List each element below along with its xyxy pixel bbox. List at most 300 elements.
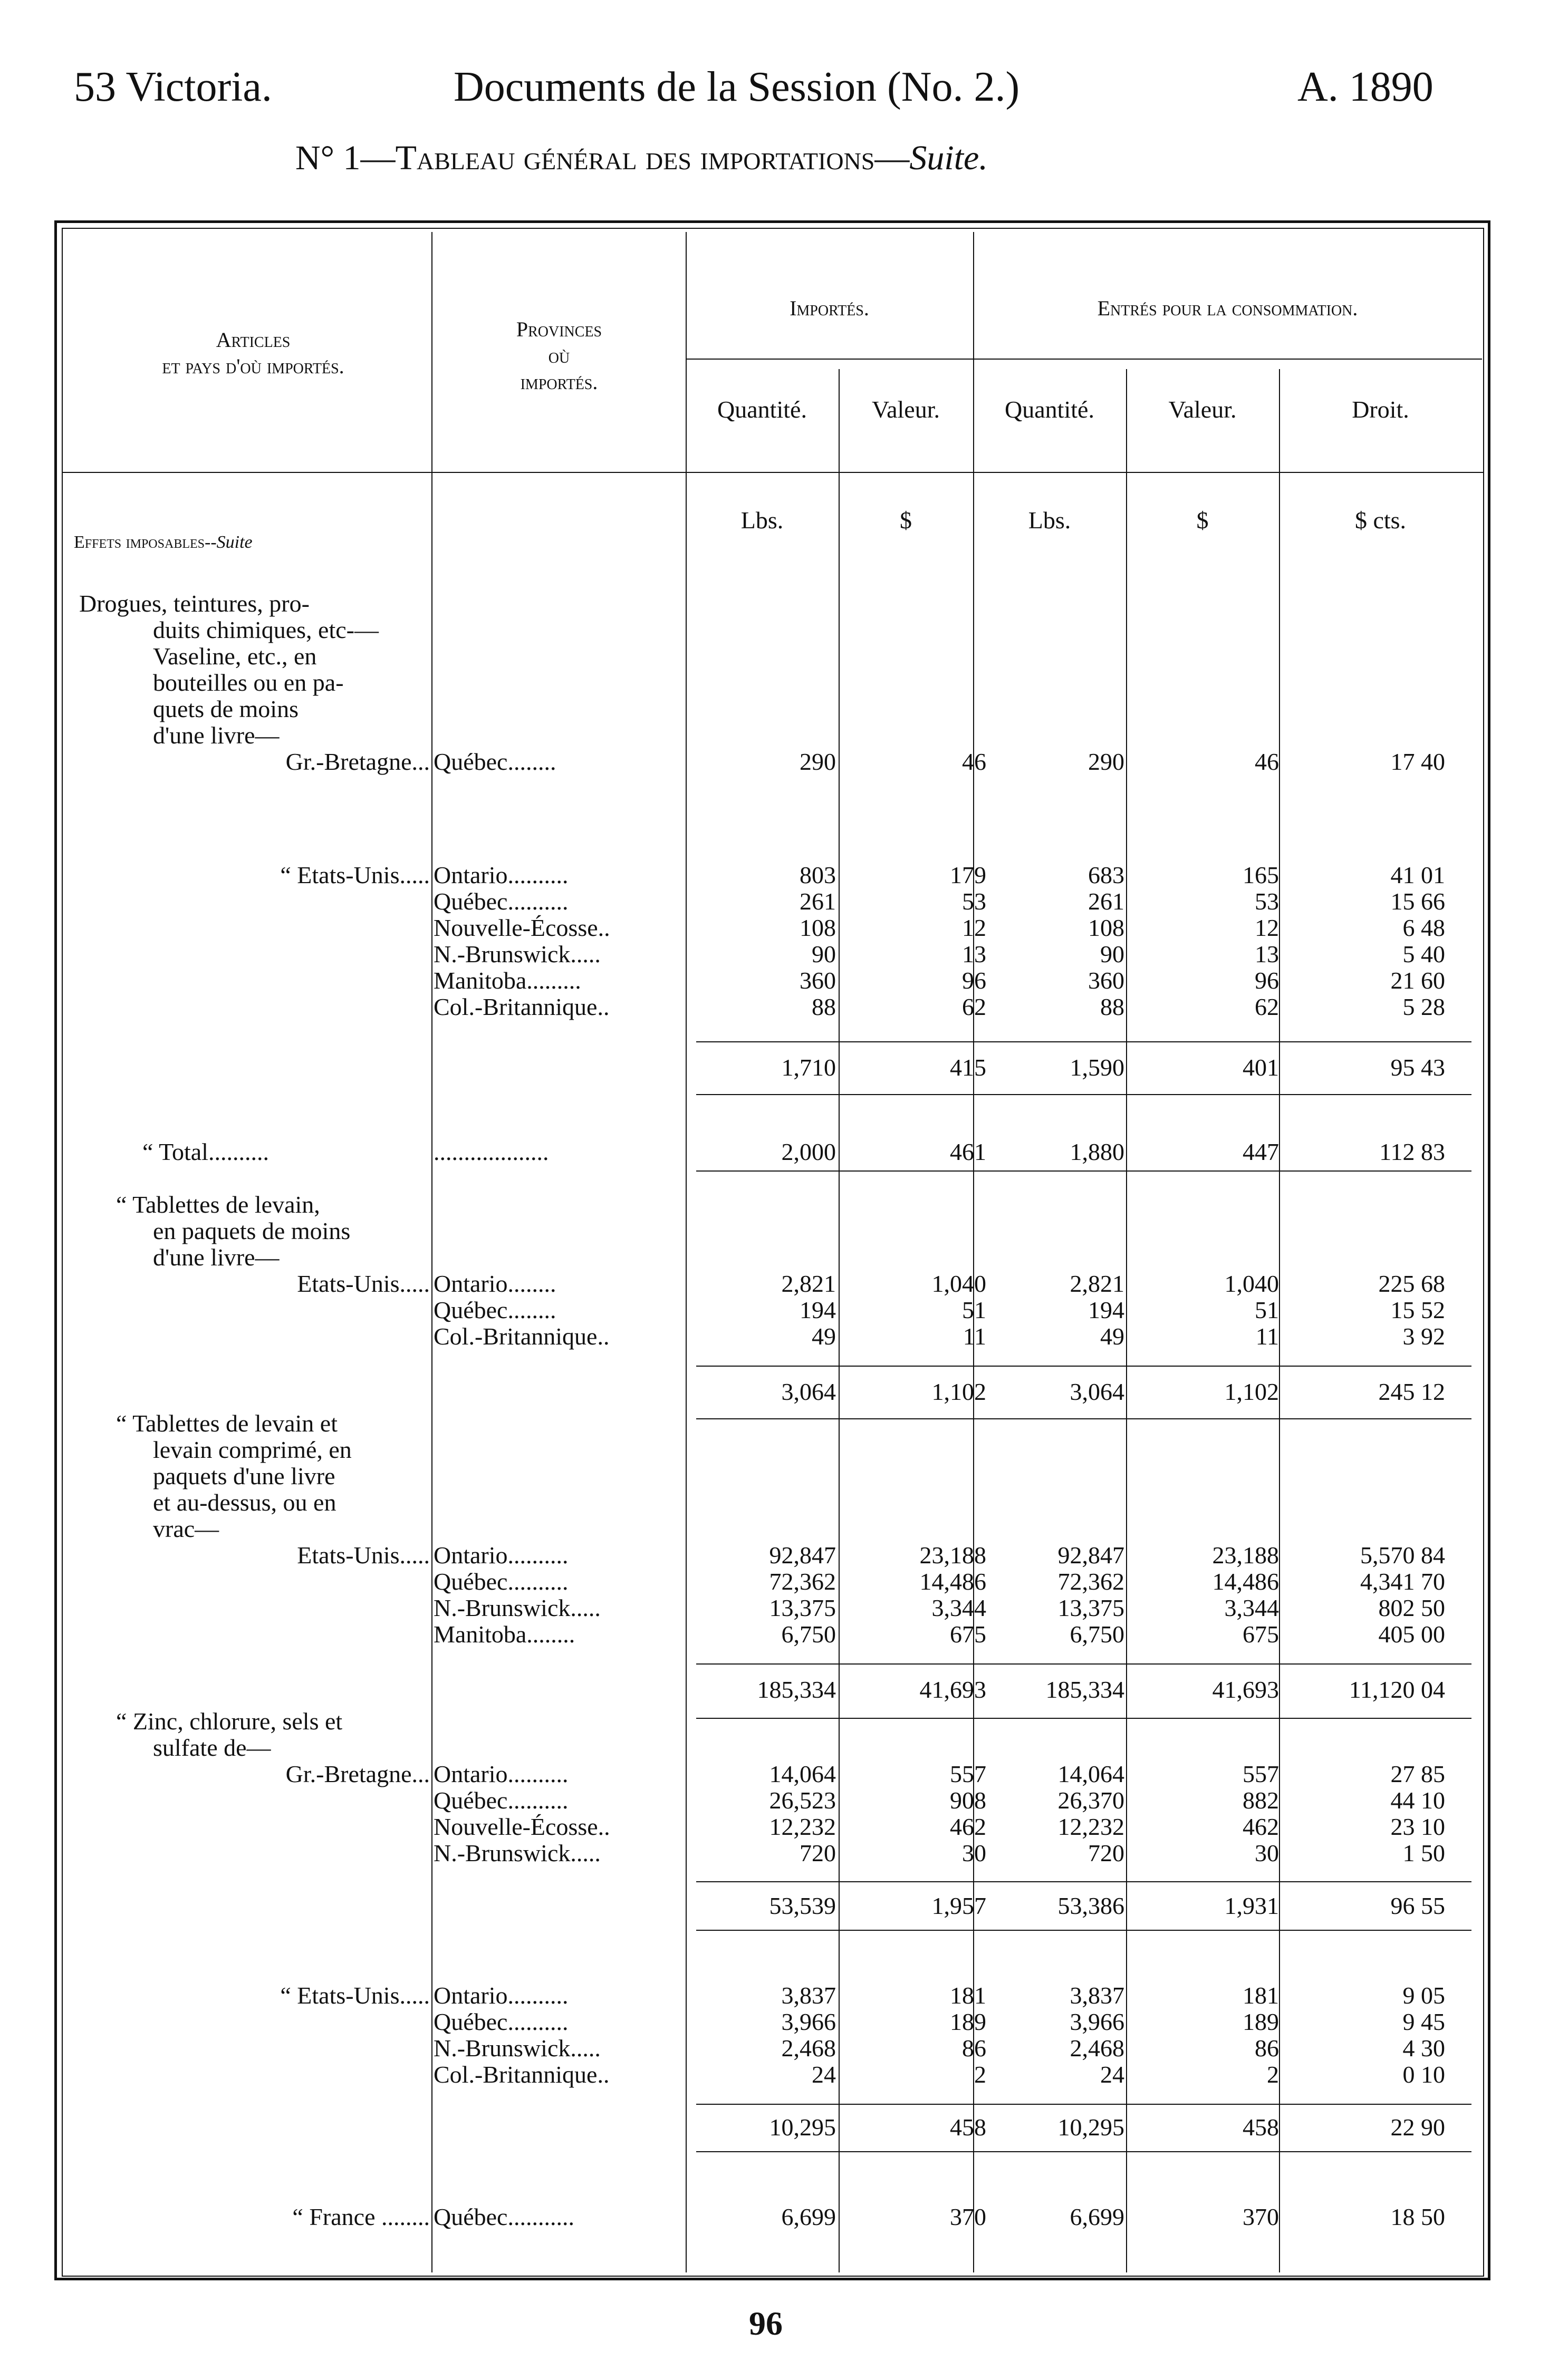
article-levain-comprime <box>79 1410 430 1569</box>
article-line: vrac— <box>153 1515 219 1542</box>
cell: 1,710 <box>781 1054 836 1081</box>
cell: 370 <box>950 2203 986 2230</box>
cell: 5 40 <box>1402 941 1445 968</box>
cell: 26,370 <box>1057 1787 1124 1814</box>
value-imported-g7 <box>844 2204 986 2230</box>
cell: 12 <box>962 914 986 941</box>
article-country: “ France ........ <box>292 2203 430 2230</box>
article-line: Drogues, teintures, pro- <box>79 590 310 617</box>
cell: 51 <box>1255 1297 1279 1323</box>
qty-imported-g1 <box>686 862 836 1020</box>
subtotal-rule-g4 <box>696 1663 1471 1665</box>
cell: 1,880 <box>1070 1138 1124 1165</box>
cell: 92,847 <box>769 1542 836 1569</box>
qty-consumed-g2 <box>992 1139 1124 1165</box>
provinces-g2 <box>434 1139 687 1165</box>
cell: 3,344 <box>931 1594 986 1621</box>
cell: 290 <box>1088 748 1124 775</box>
article-line: bouteilles ou en pa- <box>153 669 344 696</box>
col-header-imported: Importés. <box>790 296 869 320</box>
cell: 26,523 <box>769 1787 836 1814</box>
cell: 675 <box>1243 1621 1279 1648</box>
subtotal-value-consumed-g4 <box>1129 1677 1279 1703</box>
duty-g2 <box>1287 1139 1445 1165</box>
cell: 4 30 <box>1402 2035 1445 2062</box>
province-cell: Manitoba........ <box>434 1621 575 1648</box>
cell: 90 <box>812 941 836 968</box>
province-cell: Nouvelle-Écosse.. <box>434 915 610 941</box>
value-imported-g5 <box>844 1761 986 1866</box>
article-line: “ Tablettes de levain, <box>116 1191 320 1218</box>
cell: 245 12 <box>1378 1378 1445 1405</box>
article-line: “ Tablettes de levain et <box>116 1410 338 1437</box>
provinces-g1 <box>434 862 687 1020</box>
cell: 1 50 <box>1402 1840 1445 1866</box>
title-suffix: Suite. <box>909 139 988 177</box>
value-imported-g6 <box>844 1982 986 2088</box>
subhead-duty: Droit. <box>1352 396 1409 423</box>
cell: 49 <box>812 1323 836 1350</box>
cell: 3,966 <box>1070 2008 1124 2035</box>
cell: 86 <box>1255 2035 1279 2062</box>
subtotal-value-imported-g1 <box>844 1054 986 1081</box>
cell: 181 <box>950 1982 986 2009</box>
cell: 165 <box>1243 862 1279 888</box>
article-line: duits chimiques, etc-— <box>153 616 379 643</box>
article-country: “ Etats-Unis..... <box>280 1982 430 2009</box>
cell: 92,847 <box>1057 1542 1124 1569</box>
value-consumed-g4 <box>1129 1542 1279 1648</box>
cell: 44 10 <box>1390 1787 1445 1814</box>
subtotal-duty-g3 <box>1287 1379 1445 1405</box>
article-zinc <box>79 1708 430 1787</box>
article-line: d'une livre— <box>153 722 280 749</box>
cell: 112 83 <box>1379 1138 1445 1165</box>
article-total <box>79 1139 430 1165</box>
value-imported-g1 <box>844 862 986 1020</box>
province-cell: N.-Brunswick..... <box>434 1840 601 1866</box>
article-etats-unis-2 <box>79 1982 430 2009</box>
province-cell: Col.-Britannique.. <box>434 1323 610 1350</box>
duty-g4 <box>1287 1542 1445 1648</box>
cell: 683 <box>1088 862 1124 888</box>
province-cell: Québec.......... <box>434 2009 569 2035</box>
unit-value-imported: $ <box>900 507 912 534</box>
cell: 46 <box>1255 748 1279 775</box>
duty-g7 <box>1287 2204 1445 2230</box>
col-sep-value2 <box>1126 369 1127 2272</box>
article-country: Etats-Unis..... <box>297 1270 430 1297</box>
province-cell: N.-Brunswick..... <box>434 941 601 968</box>
subtotal-qty-imported-g6 <box>686 2114 836 2141</box>
article-line: levain comprimé, en <box>153 1436 352 1463</box>
unit-duty: $ cts. <box>1354 507 1407 534</box>
cell: 1,040 <box>931 1270 986 1297</box>
cell: 53 <box>1255 888 1279 915</box>
cell: 675 <box>950 1621 986 1648</box>
cell: 3,837 <box>781 1982 836 2009</box>
cell: 189 <box>950 2008 986 2035</box>
subtotal-rule-g1 <box>696 1041 1471 1042</box>
subtotal-duty-g5 <box>1287 1893 1445 1919</box>
subtotal-rule-g3-bottom <box>696 1418 1471 1419</box>
cell: 108 <box>1088 914 1124 941</box>
article-line: paquets d'une livre <box>153 1463 335 1489</box>
cell: 30 <box>962 1840 986 1866</box>
subtotal-rule-g6 <box>696 2104 1471 2105</box>
cell: 11 <box>963 1323 986 1350</box>
value-imported-g4 <box>844 1542 986 1648</box>
subtotal-value-consumed-g3 <box>1129 1379 1279 1405</box>
qty-imported-g3 <box>686 1271 836 1350</box>
cell: 185,334 <box>757 1676 836 1703</box>
col-header-articles <box>79 327 427 380</box>
cell: 14,486 <box>1212 1568 1279 1595</box>
cell: 360 <box>800 967 836 994</box>
cell: 10,295 <box>769 2114 836 2141</box>
col-header-provinces-line1: Provinces <box>516 317 602 341</box>
provinces-g3 <box>434 1271 687 1350</box>
section-label-suffix: Suite <box>216 533 253 552</box>
cell: 2 <box>1267 2061 1279 2088</box>
cell: 3,344 <box>1224 1594 1279 1621</box>
duty-g0 <box>1287 749 1445 775</box>
subtotal-rule-g6-bottom <box>696 2151 1471 2152</box>
cell: 41,693 <box>1212 1676 1279 1703</box>
province-cell: Manitoba......... <box>434 968 581 994</box>
province-cell: Québec.......... <box>434 888 569 915</box>
cell: 13 <box>1255 941 1279 968</box>
cell: 15 52 <box>1390 1297 1445 1323</box>
cell: 4,341 70 <box>1360 1568 1445 1595</box>
province-cell: Québec........ <box>434 1297 556 1323</box>
title-main: Tableau général des importations— <box>395 139 910 177</box>
subtotal-value-consumed-g5 <box>1129 1893 1279 1919</box>
cell: 6,750 <box>781 1621 836 1648</box>
qty-imported-g0 <box>686 749 836 775</box>
cell: 3,837 <box>1070 1982 1124 2009</box>
cell: 17 40 <box>1390 748 1445 775</box>
col-sep-value1 <box>839 369 840 2272</box>
subtotal-qty-imported-g1 <box>686 1054 836 1081</box>
page-number: 96 <box>749 2305 783 2342</box>
cell: 458 <box>950 2114 986 2141</box>
title-prefix: N° 1— <box>295 139 396 177</box>
header-subrule <box>686 359 1482 360</box>
subtotal-value-imported-g4 <box>844 1677 986 1703</box>
cell: 458 <box>1243 2114 1279 2141</box>
cell: 23 10 <box>1390 1813 1445 1840</box>
cell: 189 <box>1243 2008 1279 2035</box>
subtotal-rule-g3 <box>696 1366 1471 1367</box>
article-line: quets de moins <box>153 695 299 722</box>
col-sep-duty <box>1279 369 1280 2272</box>
cell: 179 <box>950 862 986 888</box>
cell: 1,931 <box>1224 1892 1279 1919</box>
col-sep-provinces <box>431 232 432 2272</box>
cell: 14,064 <box>769 1760 836 1787</box>
cell: 23,188 <box>919 1542 986 1569</box>
subtotal-rule-g4-bottom <box>696 1718 1471 1719</box>
section-label <box>74 533 253 553</box>
province-cell: Québec.......... <box>434 1787 569 1814</box>
cell: 185,334 <box>1045 1676 1124 1703</box>
cell: 96 <box>1255 967 1279 994</box>
cell: 462 <box>1243 1813 1279 1840</box>
cell: 2,821 <box>1070 1270 1124 1297</box>
cell: 13,375 <box>769 1594 836 1621</box>
provinces-g5 <box>434 1761 687 1866</box>
province-cell: Québec........... <box>434 2204 574 2230</box>
col-sep-imported <box>686 232 687 2272</box>
cell: 62 <box>1255 993 1279 1020</box>
cell: 24 <box>1100 2061 1124 2088</box>
cell: 3,064 <box>781 1378 836 1405</box>
article-country: Gr.-Bretagne... <box>285 748 430 775</box>
cell: 10,295 <box>1057 2114 1124 2141</box>
cell: 1,957 <box>931 1892 986 1919</box>
cell: 2,000 <box>781 1138 836 1165</box>
subtotal-value-imported-g6 <box>844 2114 986 2141</box>
subtotal-value-imported-g5 <box>844 1893 986 1919</box>
value-consumed-g3 <box>1129 1271 1279 1350</box>
col-header-provinces-line2: où <box>548 344 570 367</box>
province-cell: Col.-Britannique.. <box>434 994 610 1020</box>
cell: 261 <box>1088 888 1124 915</box>
cell: 62 <box>962 993 986 1020</box>
col-header-consumption: Entrés pour la consommation. <box>1097 296 1358 320</box>
unit-qty-consumed: Lbs. <box>1028 507 1071 534</box>
cell: 6,750 <box>1070 1621 1124 1648</box>
province-cell: N.-Brunswick..... <box>434 1595 601 1621</box>
cell: 96 55 <box>1390 1892 1445 1919</box>
cell: 12,232 <box>1057 1813 1124 1840</box>
col-header-provinces <box>434 316 685 395</box>
qty-imported-g5 <box>686 1761 836 1866</box>
duty-g6 <box>1287 1982 1445 2088</box>
province-cell: Col.-Britannique.. <box>434 2062 610 2088</box>
cell: 86 <box>962 2035 986 2062</box>
subhead-qty-imported: Quantité. <box>717 396 807 423</box>
cell: 27 85 <box>1390 1760 1445 1787</box>
cell: 53,539 <box>769 1892 836 1919</box>
province-cell: Nouvelle-Écosse.. <box>434 1814 610 1840</box>
qty-consumed-g0 <box>992 749 1124 775</box>
subtotal-value-imported-g3 <box>844 1379 986 1405</box>
cell: 49 <box>1100 1323 1124 1350</box>
col-header-articles-line2: et pays d'où importés. <box>162 354 344 378</box>
unit-value-consumed: $ <box>1196 507 1209 534</box>
subtotal-duty-g6 <box>1287 2114 1445 2141</box>
cell: 21 60 <box>1390 967 1445 994</box>
cell: 882 <box>1243 1787 1279 1814</box>
cell: 13,375 <box>1057 1594 1124 1621</box>
article-line: “ Zinc, chlorure, sels et <box>116 1708 343 1735</box>
cell: 2,468 <box>1070 2035 1124 2062</box>
cell: 405 00 <box>1378 1621 1445 1648</box>
article-total-label: “ Total.......... <box>142 1138 269 1165</box>
value-consumed-g5 <box>1129 1761 1279 1866</box>
province-cell: ................... <box>434 1139 549 1165</box>
subtotal-rule-g1-bottom <box>696 1094 1471 1095</box>
cell: 53,386 <box>1057 1892 1124 1919</box>
cell: 225 68 <box>1378 1270 1445 1297</box>
article-country: Gr.-Bretagne... <box>285 1760 430 1787</box>
col-header-provinces-line3: importés. <box>520 370 598 394</box>
cell: 41 01 <box>1390 862 1445 888</box>
cell: 12,232 <box>769 1813 836 1840</box>
value-consumed-g6 <box>1129 1982 1279 2088</box>
subhead-value-imported: Valeur. <box>871 396 940 423</box>
subtotal-qty-imported-g5 <box>686 1893 836 1919</box>
cell: 3,064 <box>1070 1378 1124 1405</box>
cell: 51 <box>962 1297 986 1323</box>
cell: 11,120 04 <box>1349 1676 1445 1703</box>
header-center: Documents de la Session (No. 2.) <box>454 64 1020 110</box>
subtotal-duty-g1 <box>1287 1054 1445 1081</box>
cell: 261 <box>800 888 836 915</box>
provinces-g7 <box>434 2204 687 2230</box>
cell: 5,570 84 <box>1360 1542 1445 1569</box>
qty-consumed-g4 <box>992 1542 1124 1648</box>
cell: 802 50 <box>1378 1594 1445 1621</box>
article-line: d'une livre— <box>153 1244 280 1271</box>
provinces-g6 <box>434 1982 687 2088</box>
unit-qty-imported: Lbs. <box>740 507 784 534</box>
province-cell: Ontario.......... <box>434 1761 569 1787</box>
cell: 6 48 <box>1402 914 1445 941</box>
cell: 360 <box>1088 967 1124 994</box>
subtotal-qty-consumed-g4 <box>992 1677 1124 1703</box>
value-consumed-g1 <box>1129 862 1279 1020</box>
article-line: sulfate de— <box>153 1734 271 1761</box>
cell: 13 <box>962 941 986 968</box>
cell: 9 05 <box>1402 1982 1445 2009</box>
cell: 290 <box>800 748 836 775</box>
subtotal-qty-consumed-g5 <box>992 1893 1124 1919</box>
cell: 0 10 <box>1402 2061 1445 2088</box>
cell: 557 <box>950 1760 986 1787</box>
header-left: 53 Victoria. <box>74 64 272 110</box>
cell: 1,102 <box>1224 1378 1279 1405</box>
cell: 11 <box>1255 1323 1279 1350</box>
col-sep-consumption <box>973 232 974 2272</box>
cell: 462 <box>950 1813 986 1840</box>
cell: 461 <box>950 1138 986 1165</box>
cell: 24 <box>812 2061 836 2088</box>
col-header-articles-line1: Articles <box>216 328 291 352</box>
provinces-g4 <box>434 1542 687 1648</box>
subtotal-value-consumed-g1 <box>1129 1054 1279 1081</box>
duty-g3 <box>1287 1271 1445 1350</box>
cell: 9 45 <box>1402 2008 1445 2035</box>
article-country: Etats-Unis..... <box>297 1542 430 1569</box>
duty-g5 <box>1287 1761 1445 1866</box>
cell: 14,486 <box>919 1568 986 1595</box>
cell: 2,468 <box>781 2035 836 2062</box>
cell: 96 <box>962 967 986 994</box>
cell: 88 <box>1100 993 1124 1020</box>
cell: 41,693 <box>919 1676 986 1703</box>
cell: 194 <box>800 1297 836 1323</box>
cell: 90 <box>1100 941 1124 968</box>
cell: 194 <box>1088 1297 1124 1323</box>
qty-imported-g2 <box>686 1139 836 1165</box>
cell: 401 <box>1243 1054 1279 1081</box>
province-cell: Québec........ <box>434 749 556 775</box>
cell: 46 <box>962 748 986 775</box>
cell: 1,590 <box>1070 1054 1124 1081</box>
subtotal-qty-consumed-g6 <box>992 2114 1124 2141</box>
cell: 30 <box>1255 1840 1279 1866</box>
article-country: “ Etats-Unis..... <box>280 862 430 888</box>
total-rule <box>696 1170 1471 1172</box>
subtotal-qty-consumed-g1 <box>992 1054 1124 1081</box>
value-imported-g0 <box>844 749 986 775</box>
cell: 22 90 <box>1390 2114 1445 2141</box>
cell: 108 <box>800 914 836 941</box>
cell: 181 <box>1243 1982 1279 2009</box>
table-title <box>295 138 988 178</box>
cell: 447 <box>1243 1138 1279 1165</box>
cell: 5 28 <box>1402 993 1445 1020</box>
value-consumed-g7 <box>1129 2204 1279 2230</box>
cell: 12 <box>1255 914 1279 941</box>
header-right: A. 1890 <box>1297 64 1433 110</box>
province-cell: Ontario.......... <box>434 1542 569 1569</box>
duty-g1 <box>1287 862 1445 1020</box>
cell: 803 <box>800 862 836 888</box>
province-cell: N.-Brunswick..... <box>434 2035 601 2062</box>
header-bottom-rule <box>62 472 1483 473</box>
cell: 23,188 <box>1212 1542 1279 1569</box>
cell: 415 <box>950 1054 986 1081</box>
qty-imported-g4 <box>686 1542 836 1648</box>
qty-consumed-g6 <box>992 1982 1124 2088</box>
article-line: Vaseline, etc., en <box>153 643 317 670</box>
cell: 6,699 <box>1070 2203 1124 2230</box>
cell: 3,966 <box>781 2008 836 2035</box>
qty-consumed-g7 <box>992 2204 1124 2230</box>
cell: 18 50 <box>1390 2203 1445 2230</box>
cell: 370 <box>1243 2203 1279 2230</box>
cell: 2 <box>974 2061 986 2088</box>
subtotal-qty-imported-g3 <box>686 1379 836 1405</box>
qty-imported-g6 <box>686 1982 836 2088</box>
cell: 720 <box>800 1840 836 1866</box>
article-tablettes-levain <box>79 1192 430 1297</box>
subtotal-value-consumed-g6 <box>1129 2114 1279 2141</box>
subhead-qty-consumed: Quantité. <box>1005 396 1094 423</box>
article-france <box>79 2204 430 2230</box>
cell: 6,699 <box>781 2203 836 2230</box>
cell: 95 43 <box>1390 1054 1445 1081</box>
qty-imported-g7 <box>686 2204 836 2230</box>
section-label-text: Effets imposables-- <box>74 533 217 552</box>
value-imported-g2 <box>844 1139 986 1165</box>
cell: 1,102 <box>931 1378 986 1405</box>
subtotal-rule-g5-bottom <box>696 1930 1471 1931</box>
article-line: en paquets de moins <box>153 1217 351 1244</box>
cell: 72,362 <box>1057 1568 1124 1595</box>
cell: 14,064 <box>1057 1760 1124 1787</box>
value-consumed-g2 <box>1129 1139 1279 1165</box>
qty-consumed-g1 <box>992 862 1124 1020</box>
subtotal-duty-g4 <box>1287 1677 1445 1703</box>
subtotal-qty-consumed-g3 <box>992 1379 1124 1405</box>
subtotal-rule-g5 <box>696 1881 1471 1882</box>
province-cell: Ontario.......... <box>434 1982 569 2009</box>
